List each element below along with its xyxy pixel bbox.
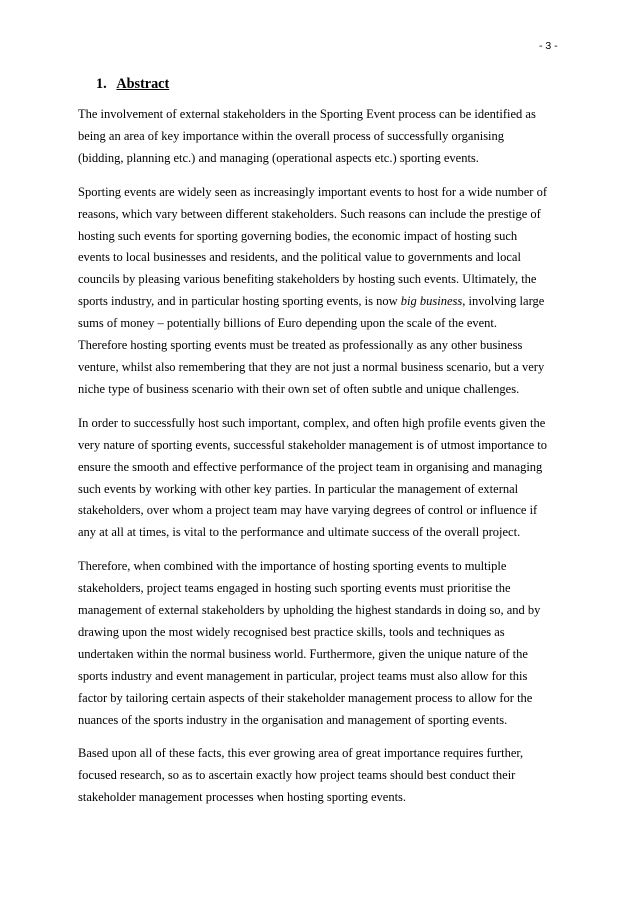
text-line: reasons, which vary between different stakeholders. Such reasons can include the prestige of <box>78 206 541 221</box>
text-segment: , involving large <box>462 294 545 309</box>
paragraph <box>78 104 578 170</box>
section-number: 1. <box>96 76 107 92</box>
text-line: stakeholder management processes when hosting sporting events. <box>78 790 407 805</box>
paragraph <box>78 743 578 809</box>
text-line: Therefore hosting sporting events must be treated as professionally as any other business <box>78 338 523 353</box>
text-line: drawing upon the most widely recognised best practice skills, tools and techniques as <box>78 624 505 639</box>
text-line: niche type of business scenario with their own set of often subtle and unique challenges. <box>78 381 520 396</box>
text-line: hosting such events for sporting governing bodies, the economic impact of hosting such <box>78 228 518 243</box>
emphasis-text: big business <box>400 294 463 309</box>
text-line: undertaken within the normal business world. Furthermore, given the unique nature of the <box>78 646 528 661</box>
text-line: events to local businesses and residents, and the political value to governments and local <box>78 250 521 265</box>
text-line: (bidding, planning etc.) and managing (operational aspects etc.) sporting events. <box>78 150 479 165</box>
text-line: nuances of the sports industry in the organisation and management of sporting events. <box>78 712 508 727</box>
text-line: factor by tailoring certain aspects of their stakeholder management process to allow for the <box>78 690 533 705</box>
text-line: ensure the smooth and effective performance of the project team in organising and managing <box>78 459 543 474</box>
text-line: Based upon all of these facts, this ever growing area of great importance requires further, <box>78 746 524 761</box>
section-title: Abstract <box>116 76 170 92</box>
text-line: any at all at times, is vital to the performance and ultimate success of the overall project. <box>78 525 521 540</box>
text-line: Sporting events are widely seen as increasingly important events to host for a wide number of <box>78 184 547 199</box>
text-segment: sports industry, and in particular hosting sporting events, is now <box>78 294 401 309</box>
text-line: focused research, so as to ascertain exactly how project teams should best conduct their <box>78 768 516 783</box>
section-heading <box>96 76 169 93</box>
text-line: management of external stakeholders by upholding the highest standards in doing so, and by <box>78 603 541 618</box>
abstract-body <box>78 104 578 821</box>
text-line: stakeholders, over whom a project team may have varying degrees of control or influence if <box>78 503 538 518</box>
text-line: sports industry and event management in particular, project teams must also allow for this <box>78 668 528 683</box>
text-line: The involvement of external stakeholders in the Sporting Event process can be identified as <box>78 107 536 121</box>
page-number: - 3 - <box>539 40 558 52</box>
text-line: In order to successfully host such important, complex, and often high profile events given the <box>78 415 546 430</box>
text-line: very nature of sporting events, successful stakeholder management is of utmost importance to <box>78 437 547 452</box>
text-line: being an area of key importance within the overall process of successfully organising <box>78 128 505 143</box>
paragraph <box>78 182 578 401</box>
text-line: sums of money – potentially billions of Euro depending upon the scale of the event. <box>78 316 498 331</box>
text-line: Therefore, when combined with the importance of hosting sporting events to multiple <box>78 559 507 574</box>
paragraph <box>78 413 578 544</box>
text-line: such events by working with other key parties. In particular the management of external <box>78 481 519 496</box>
paragraph <box>78 556 578 731</box>
text-line: venture, whilst also remembering that they are not just a normal business scenario, but a very <box>78 359 545 374</box>
text-line: stakeholders, project teams engaged in hosting such sporting events must prioritise the <box>78 581 511 596</box>
text-line: councils by pleasing various benefiting stakeholders by hosting such events. Ultimately, the <box>78 272 537 287</box>
text-line <box>78 291 578 313</box>
